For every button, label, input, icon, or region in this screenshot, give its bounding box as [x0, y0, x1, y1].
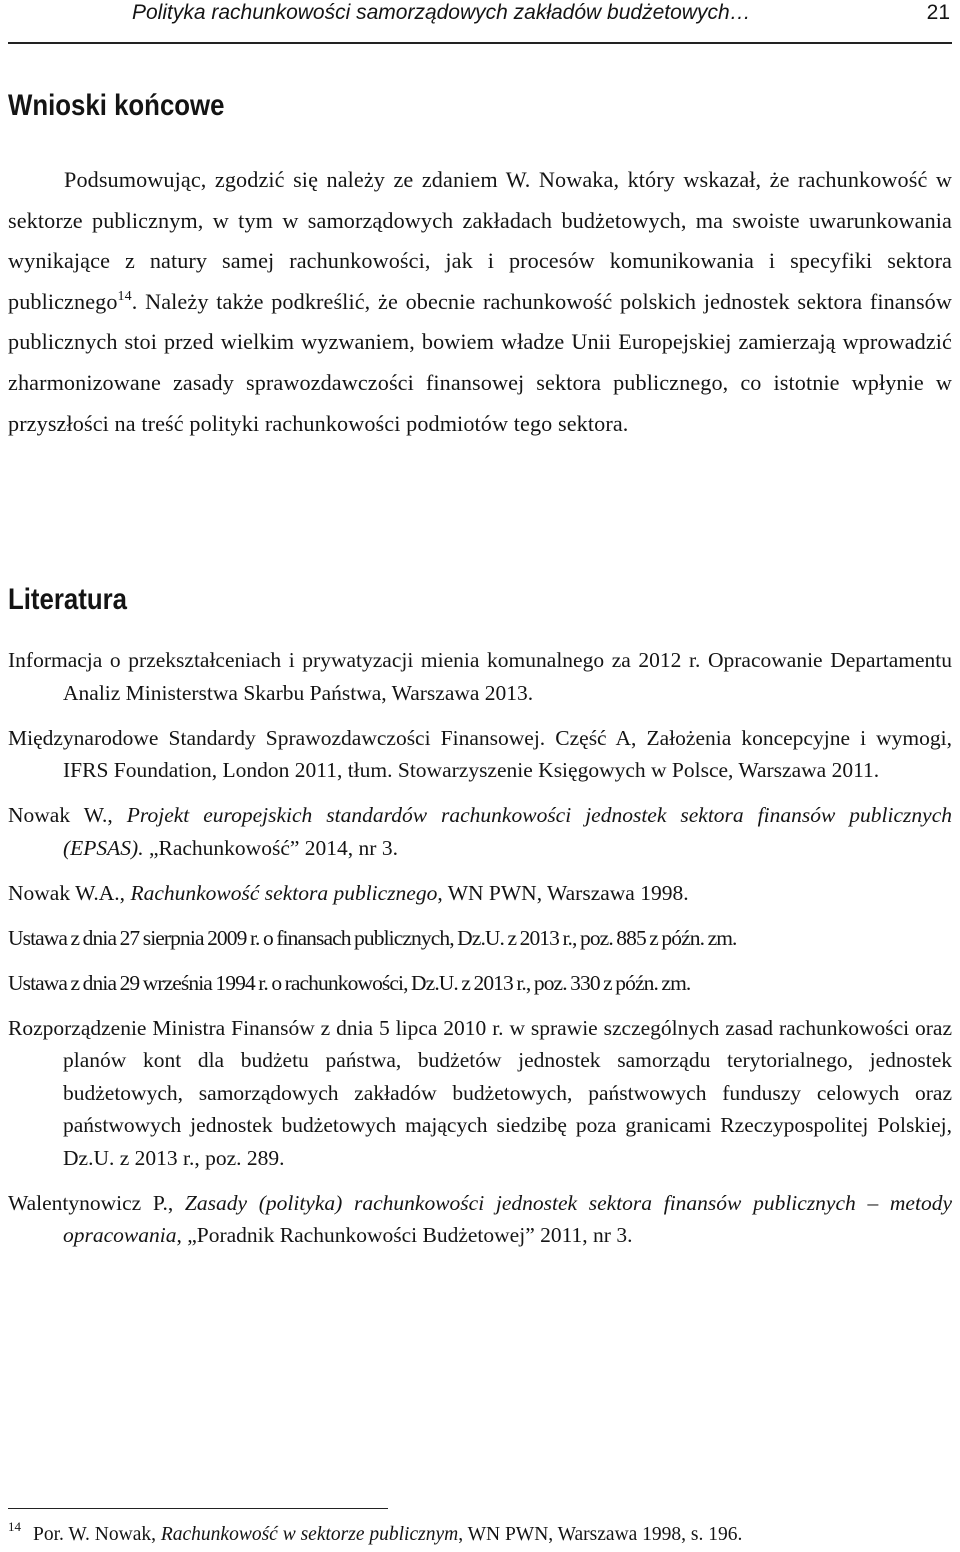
- page-number: 21: [926, 1, 950, 24]
- section-heading-conclusions: Wnioski końcowe: [8, 89, 225, 122]
- reference-item: Ustawa z dnia 27 sierpnia 2009 r. o finansach publicznych, Dz.U. z 2013 r., poz. 885 z późn. zm.: [8, 925, 737, 950]
- reference-title: Rachunkowość sektora publicznego: [130, 880, 438, 905]
- reference-details: , „Poradnik Rachunkowości Budżetowej” 2011, nr 3.: [176, 1223, 633, 1247]
- conclusions-text-part2: . Należy także podkreślić, że obecnie rachunkowość polskich jednostek sektora finansów publicznych stoi przed wielkim wyzwaniem, bowiem władze Unii Europejskiej zamierzają wprowadzić zharmonizowane zasady sprawozdawczości finansowej sektora publicznego, co istotnie wpłynie w przyszłości na treść polityki rachunkowości podmiotów tego sektora.: [8, 288, 952, 436]
- conclusions-paragraph: [8, 160, 952, 444]
- reference-author: Walentynowicz P.,: [8, 1190, 185, 1215]
- reference-item: Informacja o przekształceniach i prywatyzacji mienia komunalnego za 2012 r. Opracowanie Departamentu Analiz Ministerstwa Skarbu Państwa, Warszawa 2013.: [8, 648, 952, 705]
- reference-item: [8, 877, 952, 910]
- footnote-title: Rachunkowość w sektorze publicznym: [160, 1524, 459, 1545]
- section-heading-literature: Literatura: [8, 583, 128, 616]
- reference-author: Nowak W.,: [8, 803, 127, 827]
- footnote-number: 14: [8, 1519, 21, 1534]
- header-divider: [8, 42, 952, 44]
- reference-details: , WN PWN, Warszawa 1998.: [437, 880, 689, 905]
- reference-item: [8, 1187, 952, 1252]
- footnote: [8, 1521, 952, 1549]
- running-header-title: Polityka rachunkowości samorządowych zakładów budżetowych…: [132, 1, 751, 24]
- reference-details: „Rachunkowość” 2014, nr 3.: [143, 835, 398, 860]
- reference-author: Nowak W.A.,: [8, 880, 131, 905]
- footnote-text-after: , WN PWN, Warszawa 1998, s. 196.: [458, 1524, 743, 1545]
- reference-item: Ustawa z dnia 29 września 1994 r. o rachunkowości, Dz.U. z 2013 r., poz. 330 z późn. zm.: [8, 970, 691, 995]
- reference-title: Projekt europejskich standardów rachunkowości jednostek sektora finansów publicznych (EPSAS).: [63, 803, 952, 860]
- reference-list: [8, 644, 952, 1264]
- footnote-text-before: Por. W. Nowak,: [33, 1524, 161, 1545]
- footnote-divider: [8, 1508, 388, 1509]
- footnote-reference[interactable]: 14: [117, 288, 132, 304]
- reference-item: Międzynarodowe Standardy Sprawozdawczości Finansowej. Część A, Założenia koncepcyjne i wymogi, IFRS Foundation, London 2011, tłum. Stowarzyszenie Księgowych w Polsce, Warszawa 2011.: [8, 725, 952, 782]
- reference-title: Zasady (polityka) rachunkowości jednostek sektora finansów publicznych – metody opracowania: [63, 1190, 952, 1247]
- conclusions-text-part1: Podsumowując, zgodzić się należy ze zdaniem W. Nowaka, który wskazał, że rachunkowość w sektorze publicznym, w tym w samorządowych zakładach budżetowych, ma swoiste uwarunkowania wynikające z natury samej rachunkowości, jak i procesów komunikowania i specyfiki sektora publicznego: [8, 167, 952, 314]
- running-header: [8, 0, 952, 34]
- reference-item: Rozporządzenie Ministra Finansów z dnia 5 lipca 2010 r. w sprawie szczególnych zasad rachunkowości oraz planów kont dla budżetu państwa, budżetów jednostek samorządu terytorialnego, jednostek budżetowych, samorządowych zakładów budżetowych, państwowych funduszy celowych oraz państwowych jednostek budżetowych mających siedzibę poza granicami Rzeczypospolitej Polskiej, Dz.U. z 2013 r., poz. 289.: [8, 1015, 952, 1170]
- reference-item: [8, 799, 952, 864]
